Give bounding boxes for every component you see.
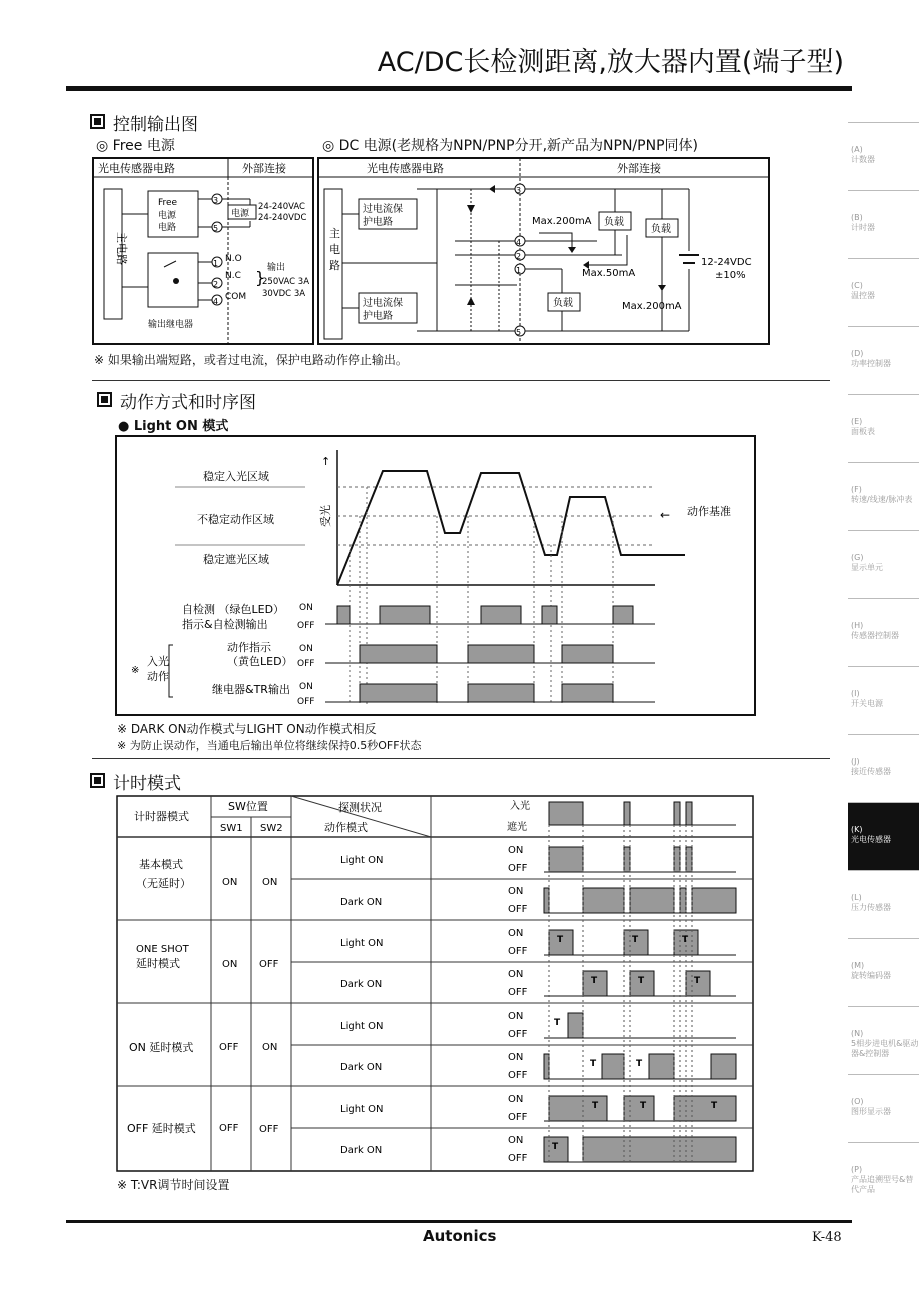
dc-current-3: Max.200mA: [622, 301, 682, 312]
am-4: Dark ON: [340, 979, 383, 990]
side-item-k[interactable]: (K) 光电传感器: [848, 802, 919, 870]
side-item-i[interactable]: (I) 开关电源: [848, 666, 919, 734]
t-9: T: [636, 1059, 643, 1069]
ylabel: 受光: [319, 505, 332, 527]
on-3: ON: [299, 682, 313, 692]
free-power-box: 电源: [231, 209, 250, 219]
t-7: T: [554, 1018, 561, 1028]
side-index: [848, 122, 919, 1210]
th-action: 动作模式: [324, 821, 368, 834]
free-block-3: 电路: [158, 223, 177, 233]
page-number: K-48: [812, 1230, 842, 1245]
zone-stable-light: 稳定入光区域: [203, 470, 269, 483]
header-rule: [66, 86, 852, 91]
off-a: OFF: [508, 863, 528, 874]
dc-power-label: ◎ DC 电源(老规格为NPN/PNP分开,新产品为NPN/PNP同体): [322, 138, 698, 154]
svg-text:4: 4: [516, 238, 522, 247]
side-item-j[interactable]: (J) 接近传感器: [848, 734, 919, 802]
free-power-label: ◎ Free 电源: [96, 138, 175, 154]
off-1: OFF: [297, 621, 315, 631]
on-g: ON: [508, 1094, 524, 1105]
free-output-dc: 30VDC 3A: [262, 289, 306, 299]
t-2: T: [632, 935, 639, 945]
mode-ondelay: ON 延时模式: [129, 1041, 194, 1054]
side-item-m[interactable]: (M) 旋转编码器: [848, 938, 919, 1006]
threshold-label: 动作基准: [687, 505, 731, 518]
mode-basic-2: （无延时）: [136, 877, 191, 890]
th-sw1: SW1: [220, 823, 243, 834]
on-b: ON: [508, 886, 524, 897]
section-title-output: [90, 110, 198, 135]
free-col1: 光电传感器电路: [98, 162, 175, 175]
dc-main-3: 路: [329, 259, 340, 272]
am-2: Dark ON: [340, 897, 383, 908]
off-h: OFF: [508, 1153, 528, 1164]
offdelay-sw1: OFF: [219, 1123, 239, 1134]
ondelay-sw1: OFF: [219, 1042, 239, 1053]
svg-text:※: ※: [131, 665, 140, 676]
dc-protect-2a: 过电流保: [363, 298, 403, 309]
section-title-timing-text: 动作方式和时序图: [120, 393, 256, 413]
t-1: T: [557, 935, 564, 945]
svg-text:5: 5: [516, 328, 522, 337]
free-block-2: 电源: [158, 211, 177, 221]
free-main-circuit: 主电路: [115, 232, 128, 265]
timing-diagram: [115, 435, 756, 717]
off-g: OFF: [508, 1112, 528, 1123]
svg-text:1: 1: [516, 266, 522, 275]
timing-note-2: ※ 为防止误动作，当通电后输出单位将继续保持0.5秒OFF状态: [117, 739, 422, 752]
th-mode: 计时器模式: [134, 810, 189, 823]
row-self-check-led: 自检测 （绿色LED）: [182, 603, 285, 616]
side-item-f[interactable]: (F) 转速/线速/脉冲表: [848, 462, 919, 530]
light-on-mode-label: ● Light ON 模式: [118, 419, 229, 434]
ondelay-sw2: ON: [262, 1042, 278, 1053]
side-item-l[interactable]: (L) 压力传感器: [848, 870, 919, 938]
row-action-led: （黄色LED）: [227, 655, 293, 668]
t-11: T: [640, 1101, 647, 1111]
dc-current-1: Max.200mA: [532, 216, 592, 227]
svg-text:2: 2: [516, 252, 522, 261]
dc-load-3: 负载: [651, 224, 671, 235]
footer-rule: [66, 1220, 852, 1223]
timing-note-1: ※ DARK ON动作模式与LIGHT ON动作模式相反: [117, 722, 377, 736]
svg-text:3: 3: [213, 196, 219, 205]
dc-power-circuit-diagram: [317, 157, 770, 345]
off-d: OFF: [508, 987, 528, 998]
dc-protect-2b: 护电路: [363, 311, 393, 322]
free-pin-nc: N.C: [225, 271, 241, 281]
section-title-timing: [97, 388, 256, 413]
dc-main-2: 电: [329, 243, 340, 256]
timer-note: ※ T:VR调节时间设置: [117, 1178, 230, 1192]
offdelay-sw2: OFF: [259, 1124, 279, 1135]
free-pin-com: COM: [225, 292, 247, 302]
svg-text:5: 5: [213, 224, 219, 233]
th-detect: 探测状况: [338, 801, 382, 814]
dc-protect-1a: 过电流保: [363, 204, 403, 215]
svg-text:4: 4: [213, 297, 219, 306]
am-1: Light ON: [340, 855, 384, 866]
t-5: T: [638, 976, 645, 986]
side-item-d[interactable]: (D) 功率控制器: [848, 326, 919, 394]
th-light: 入光: [510, 801, 530, 812]
svg-text:}: }: [255, 268, 266, 287]
th-dark: 遮光: [507, 822, 527, 833]
row-self-check-output: 指示&自检测输出: [182, 618, 268, 631]
am-6: Dark ON: [340, 1062, 383, 1073]
t-6: T: [694, 976, 701, 986]
free-power-circuit-diagram: [92, 157, 314, 345]
free-output-ac: 250VAC 3A: [262, 277, 310, 287]
on-d: ON: [508, 969, 524, 980]
brand-logo: Autonics: [423, 1227, 497, 1245]
off-e: OFF: [508, 1029, 528, 1040]
t-4: T: [591, 976, 598, 986]
t-13: T: [552, 1142, 559, 1152]
section-title-timer: [90, 769, 181, 794]
section-divider-1: [92, 380, 830, 381]
side-label-action: 动作: [147, 670, 169, 683]
dc-col1: 光电传感器电路: [367, 162, 444, 175]
on-1: ON: [299, 603, 313, 613]
free-block-1: Free: [158, 198, 178, 208]
svg-text:3: 3: [516, 186, 522, 195]
dc-col2: 外部连接: [617, 162, 661, 175]
basic-sw1: ON: [222, 877, 238, 888]
on-e: ON: [508, 1011, 524, 1022]
th-sw: SW位置: [228, 800, 268, 813]
page-title: AC/DC长检测距离,放大器内置(端子型): [377, 47, 844, 78]
svg-text:←: ←: [660, 508, 671, 522]
side-label-light: 入光: [147, 655, 169, 668]
oneshot-sw2: OFF: [259, 959, 279, 970]
section-title-output-text: 控制输出图: [113, 115, 198, 135]
zone-stable-dark: 稳定遮光区域: [203, 553, 269, 566]
t-12: T: [711, 1101, 718, 1111]
free-pin-no: N.O: [225, 254, 242, 264]
zone-unstable: 不稳定动作区域: [197, 513, 274, 526]
t-3: T: [682, 935, 689, 945]
am-7: Light ON: [340, 1104, 384, 1115]
oneshot-sw1: ON: [222, 959, 238, 970]
side-item-b[interactable]: (B) 计时器: [848, 190, 919, 258]
svg-text:↑: ↑: [321, 455, 331, 468]
side-item-n[interactable]: (N) 5相步进电机&驱动器&控制器: [848, 1006, 919, 1074]
section-divider-2: [92, 758, 830, 759]
dc-supply-voltage: 12-24VDC: [701, 257, 752, 268]
mode-oneshot-2: 延时模式: [136, 957, 180, 970]
svg-text:2: 2: [213, 280, 219, 289]
free-spec-dc: 24-240VDC: [258, 213, 307, 223]
section-title-timer-text: 计时模式: [113, 774, 181, 794]
row-action-indicator: 动作指示: [227, 641, 271, 654]
off-3: OFF: [297, 697, 315, 707]
side-item-p[interactable]: (P) 产品追溯型号&替代产品: [848, 1142, 919, 1210]
off-2: OFF: [297, 659, 315, 669]
mode-oneshot-1: ONE SHOT: [136, 944, 189, 955]
side-item-a[interactable]: (A) 计数器: [848, 122, 919, 190]
am-8: Dark ON: [340, 1145, 383, 1156]
on-a: ON: [508, 845, 524, 856]
side-item-c[interactable]: (C) 温控器: [848, 258, 919, 326]
timer-table: [116, 795, 754, 1173]
dc-current-2: Max.50mA: [582, 268, 636, 279]
row-relay-output: 继电器&TR输出: [212, 683, 290, 696]
output-note: ※ 如果输出端短路，或者过电流，保护电路动作停止输出。: [94, 353, 408, 367]
dc-protect-1b: 护电路: [363, 217, 393, 228]
t-8: T: [590, 1059, 597, 1069]
on-c: ON: [508, 928, 524, 939]
free-col2: 外部连接: [242, 162, 286, 175]
th-sw2: SW2: [260, 823, 283, 834]
on-2: ON: [299, 644, 313, 654]
free-relay-label: 输出继电器: [148, 320, 194, 330]
off-c: OFF: [508, 946, 528, 957]
on-f: ON: [508, 1052, 524, 1063]
svg-text:1: 1: [213, 259, 219, 268]
basic-sw2: ON: [262, 877, 278, 888]
dc-load-2: 负载: [553, 298, 573, 309]
side-item-e[interactable]: (E) 面板表: [848, 394, 919, 462]
am-3: Light ON: [340, 938, 384, 949]
side-item-h[interactable]: (H) 传感器控制器: [848, 598, 919, 666]
mode-offdelay: OFF 延时模式: [127, 1122, 196, 1135]
side-item-o[interactable]: (O) 图形显示器: [848, 1074, 919, 1142]
off-b: OFF: [508, 904, 528, 915]
dc-main-1: 主: [329, 227, 340, 240]
t-10: T: [592, 1101, 599, 1111]
free-output: 输出: [267, 263, 286, 273]
mode-basic-1: 基本模式: [139, 858, 183, 871]
off-f: OFF: [508, 1070, 528, 1081]
dc-supply-tolerance: ±10%: [715, 270, 746, 281]
side-item-g[interactable]: (G) 显示单元: [848, 530, 919, 598]
on-h: ON: [508, 1135, 524, 1146]
free-spec-ac: 24-240VAC: [258, 202, 305, 212]
am-5: Light ON: [340, 1021, 384, 1032]
dc-load-1: 负载: [604, 217, 624, 228]
